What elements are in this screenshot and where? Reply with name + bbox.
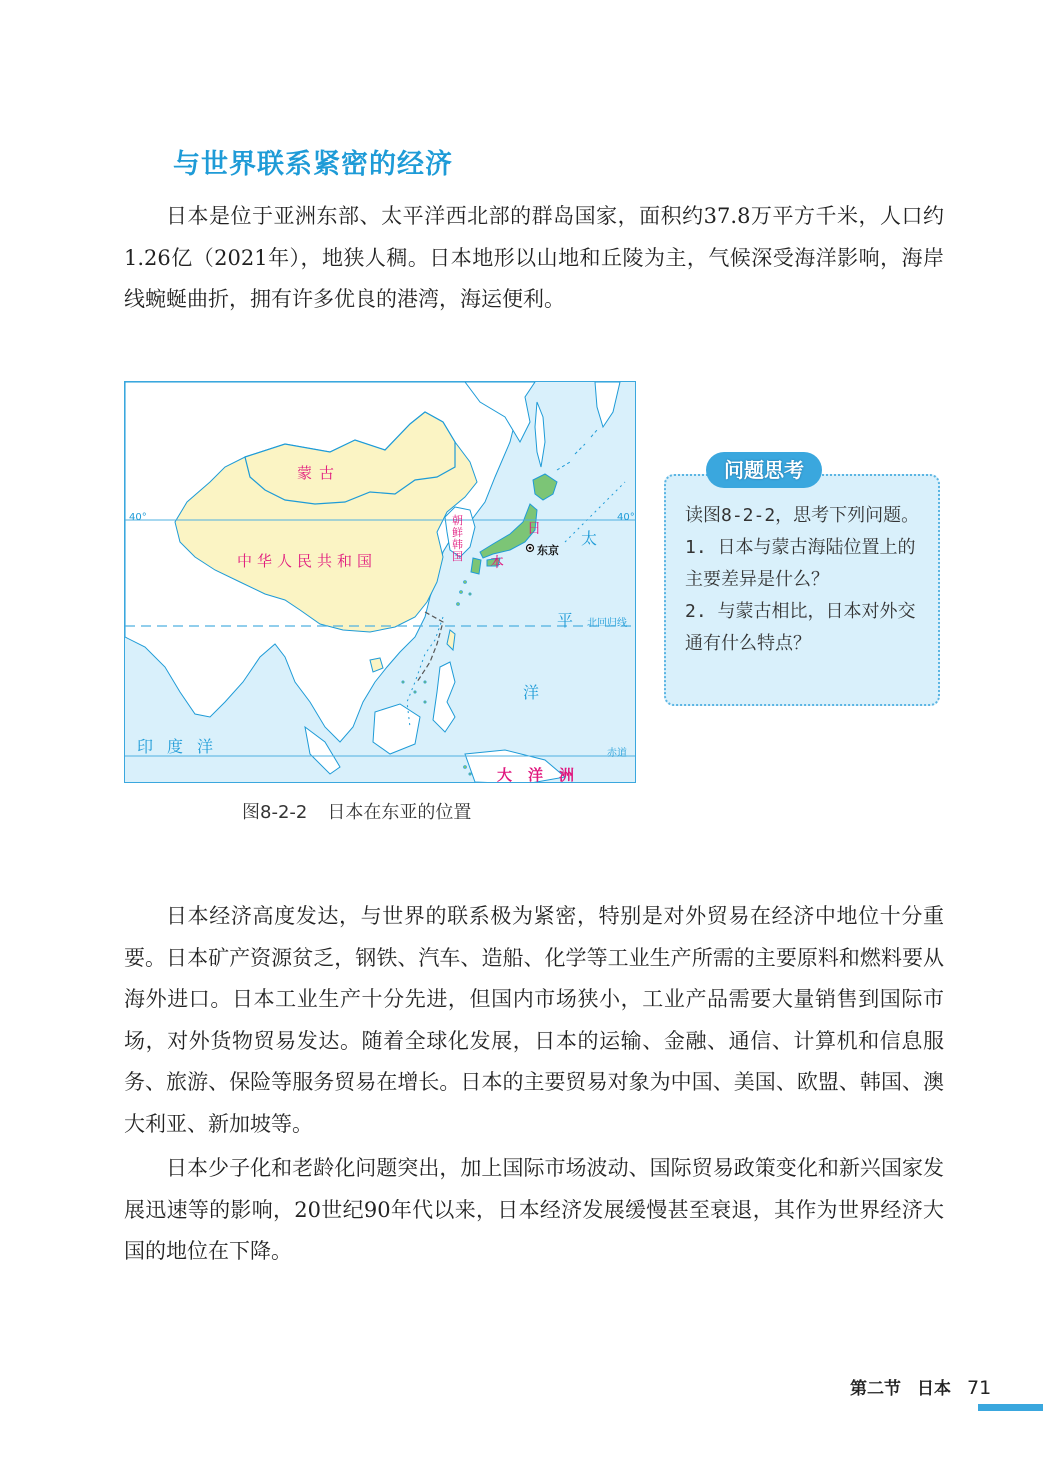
label-mongolia: 蒙古	[297, 464, 342, 482]
japan-hokkaido	[533, 474, 557, 500]
japan-kyushu	[471, 558, 481, 574]
kamchatka	[595, 382, 620, 427]
think-line: 读图8-2-2，思考下列问题。	[685, 505, 920, 526]
label-equator: 赤道	[607, 748, 627, 759]
label-pacific-1: 太	[581, 529, 598, 548]
borneo	[373, 704, 420, 754]
think-line: 1. 日本与蒙古海陆位置上的主要差异是什么？	[685, 537, 916, 590]
label-hanguo-1: 韩	[452, 538, 463, 551]
map-graphics	[125, 382, 636, 783]
footer-accent-bar	[978, 1404, 1043, 1411]
label-chaoxian-2: 鲜	[452, 526, 463, 539]
kuril-islands	[557, 430, 597, 470]
page-number: 71	[967, 1377, 992, 1399]
figure-caption	[242, 798, 471, 824]
sakhalin	[535, 402, 545, 467]
label-japan-1: 日	[527, 521, 548, 537]
economy-paragraph: 日本经济高度发达，与世界的联系极为紧密，特别是对外贸易在经济中地位十分重要。日本矿产资源贫乏，钢铁、汽车、造船、化学等工业生产所需的主要原料和燃料要从海外进口。日本工业生产十分先进，但国内市场狭小，工业产品需要大量销售到国际市场，对外货物贸易发达。随着全球化发展，日本的运输、金融、通信、计算机和信息服务、旅游、保险等服务贸易在增长。日本的主要贸易对象为中国、美国、欧盟、韩国、澳大利亚、新加坡等。	[124, 904, 944, 1136]
label-lat40-right: 40°	[617, 512, 635, 523]
label-hanguo-2: 国	[452, 550, 463, 563]
label-chaoxian-1: 朝	[452, 514, 463, 527]
think-body	[685, 500, 925, 660]
label-indian-ocean: 印度洋	[137, 737, 228, 756]
intro-paragraph: 日本是位于亚洲东部、太平洋西北部的群岛国家，面积约37.8万平方千米，人口约1.26亿（2021年），地狭人稠。日本地形以山地和丘陵为主，气候深受海洋影响，海岸线蜿蜒曲折，拥有许多优良的港湾，海运便利。	[124, 204, 944, 311]
footer-section: 第二节	[850, 1379, 901, 1399]
label-tropic: 北回归线	[587, 618, 627, 629]
footer-chapter: 日本	[917, 1379, 951, 1399]
label-tokyo: 东京	[537, 544, 559, 557]
east-asia-map	[124, 381, 636, 783]
page-footer	[850, 1374, 991, 1399]
section-title: 与世界联系紧密的经济	[173, 149, 453, 180]
think-line: 2. 与蒙古相比，日本对外交通有什么特点？	[685, 601, 916, 654]
philippines	[433, 662, 455, 732]
label-lat40-left: 40°	[129, 512, 147, 523]
label-pacific-2: 平	[557, 611, 574, 630]
label-china: 中华人民共和国	[237, 552, 378, 570]
taiwan	[447, 630, 455, 650]
think-title: 问题思考	[706, 452, 822, 488]
figure-number: 图8-2-2	[242, 802, 308, 823]
figure-title: 日本在东亚的位置	[327, 802, 472, 823]
label-oceania: 大洋洲	[497, 766, 591, 783]
label-pacific-3: 洋	[523, 683, 540, 702]
label-japan-2: 本	[490, 555, 511, 571]
decline-paragraph: 日本少子化和老龄化问题突出，加上国际市场波动、国际贸易政策变化和新兴国家发展迅速等的影响，20世纪90年代以来，日本经济发展缓慢甚至衰退，其作为世界经济大国的地位在下降。	[124, 1156, 944, 1263]
